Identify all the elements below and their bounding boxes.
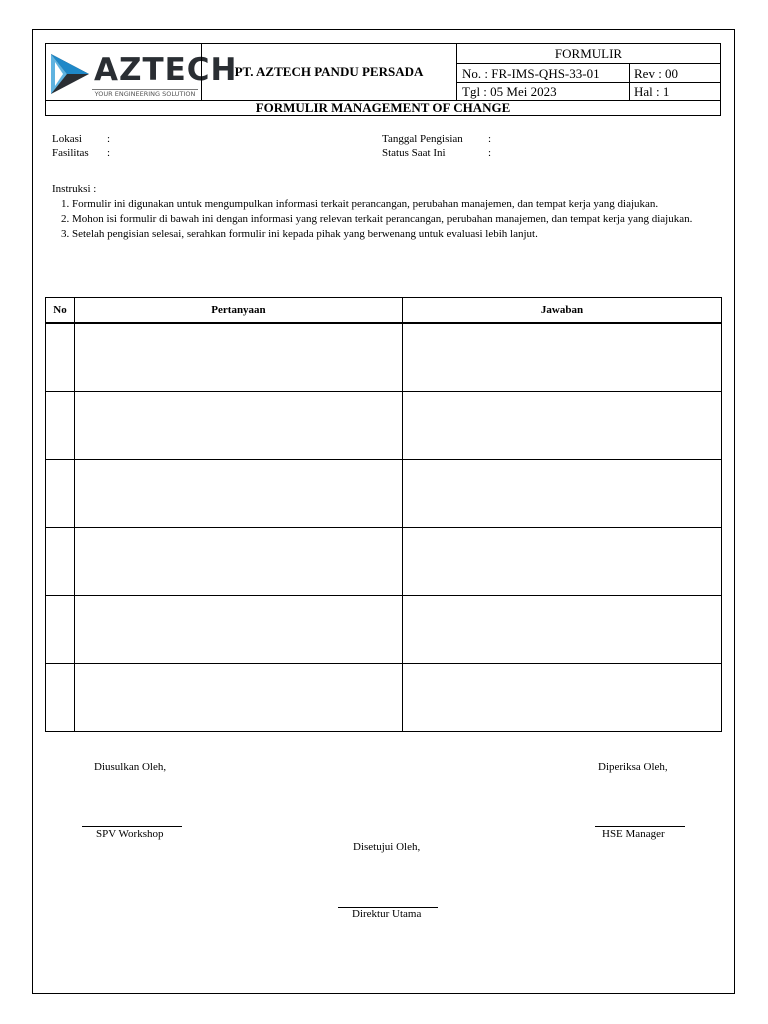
cell-answer[interactable] [403, 528, 722, 596]
cell-answer[interactable] [403, 460, 722, 528]
field-fasilitas-label: Fasilitas [52, 147, 89, 159]
document-header [45, 43, 721, 116]
logo-text: AZTECH [94, 52, 238, 88]
cell-answer[interactable] [403, 664, 722, 732]
col-header-pertanyaan: Pertanyaan [75, 298, 403, 324]
cell-answer[interactable] [403, 392, 722, 460]
field-status-colon: : [488, 147, 492, 159]
table-row [46, 664, 722, 732]
instructions [52, 182, 724, 242]
field-status-label: Status Saat Ini [382, 147, 446, 159]
form-title: FORMULIR MANAGEMENT OF CHANGE [45, 100, 721, 116]
field-lokasi-colon: : [107, 133, 111, 145]
doc-number: No. : FR-IMS-QHS-33-01 [456, 63, 630, 83]
cell-question[interactable] [75, 392, 403, 460]
proposed-by-label: Diusulkan Oleh, [94, 761, 167, 773]
logo-box [45, 43, 238, 101]
table-header-row [46, 298, 722, 324]
table-row [46, 596, 722, 664]
table-row [46, 323, 722, 392]
approved-by-label: Disetujui Oleh, [353, 841, 421, 853]
cell-question[interactable] [75, 323, 403, 392]
col-header-no: No [46, 298, 75, 324]
field-tanggal-label: Tanggal Pengisian [382, 133, 463, 145]
revision: Rev : 00 [629, 63, 721, 83]
cell-question[interactable] [75, 528, 403, 596]
table-row [46, 460, 722, 528]
proposed-signature-line [82, 826, 182, 827]
company-name: PT. AZTECH PANDU PERSADA [201, 43, 457, 101]
cell-no[interactable] [46, 392, 75, 460]
checked-signature-line [595, 826, 685, 827]
table-row [46, 392, 722, 460]
doc-date: Tgl : 05 Mei 2023 [456, 82, 630, 101]
field-tanggal-colon: : [488, 133, 492, 145]
proposed-by-role: SPV Workshop [96, 828, 164, 840]
cell-answer[interactable] [403, 323, 722, 392]
logo-tagline: YOUR ENGINEERING SOLUTION [92, 89, 198, 99]
cell-no[interactable] [46, 664, 75, 732]
field-lokasi-label: Lokasi [52, 133, 82, 145]
checked-by-label: Diperiksa Oleh, [598, 761, 668, 773]
qa-table [45, 297, 722, 732]
cell-no[interactable] [46, 323, 75, 392]
cell-question[interactable] [75, 664, 403, 732]
col-header-jawaban: Jawaban [403, 298, 722, 324]
instructions-list [52, 197, 724, 242]
table-row [46, 528, 722, 596]
instruction-item: 1. Formulir ini digunakan untuk mengumpulkan informasi terkait perancangan, perubahan manajemen, dan tempat kerja yang diajukan. [72, 197, 724, 212]
form-type: FORMULIR [456, 43, 721, 64]
page-number: Hal : 1 [629, 82, 721, 101]
cell-no[interactable] [46, 596, 75, 664]
cell-no[interactable] [46, 528, 75, 596]
instruction-item: 3. Setelah pengisian selesai, serahkan formulir ini kepada pihak yang berwenang untuk evaluasi lebih lanjut. [72, 227, 724, 242]
cell-no[interactable] [46, 460, 75, 528]
cell-question[interactable] [75, 596, 403, 664]
instructions-heading: Instruksi : [52, 183, 97, 195]
approved-by-role: Direktur Utama [352, 908, 422, 920]
aztech-logo-icon [49, 50, 93, 96]
checked-by-role: HSE Manager [602, 828, 665, 840]
cell-question[interactable] [75, 460, 403, 528]
field-fasilitas-colon: : [107, 147, 111, 159]
instruction-item: 2. Mohon isi formulir di bawah ini dengan informasi yang relevan terkait perancangan, perubahan manajemen, dan tempat kerja yang diajukan. [72, 212, 724, 227]
cell-answer[interactable] [403, 596, 722, 664]
